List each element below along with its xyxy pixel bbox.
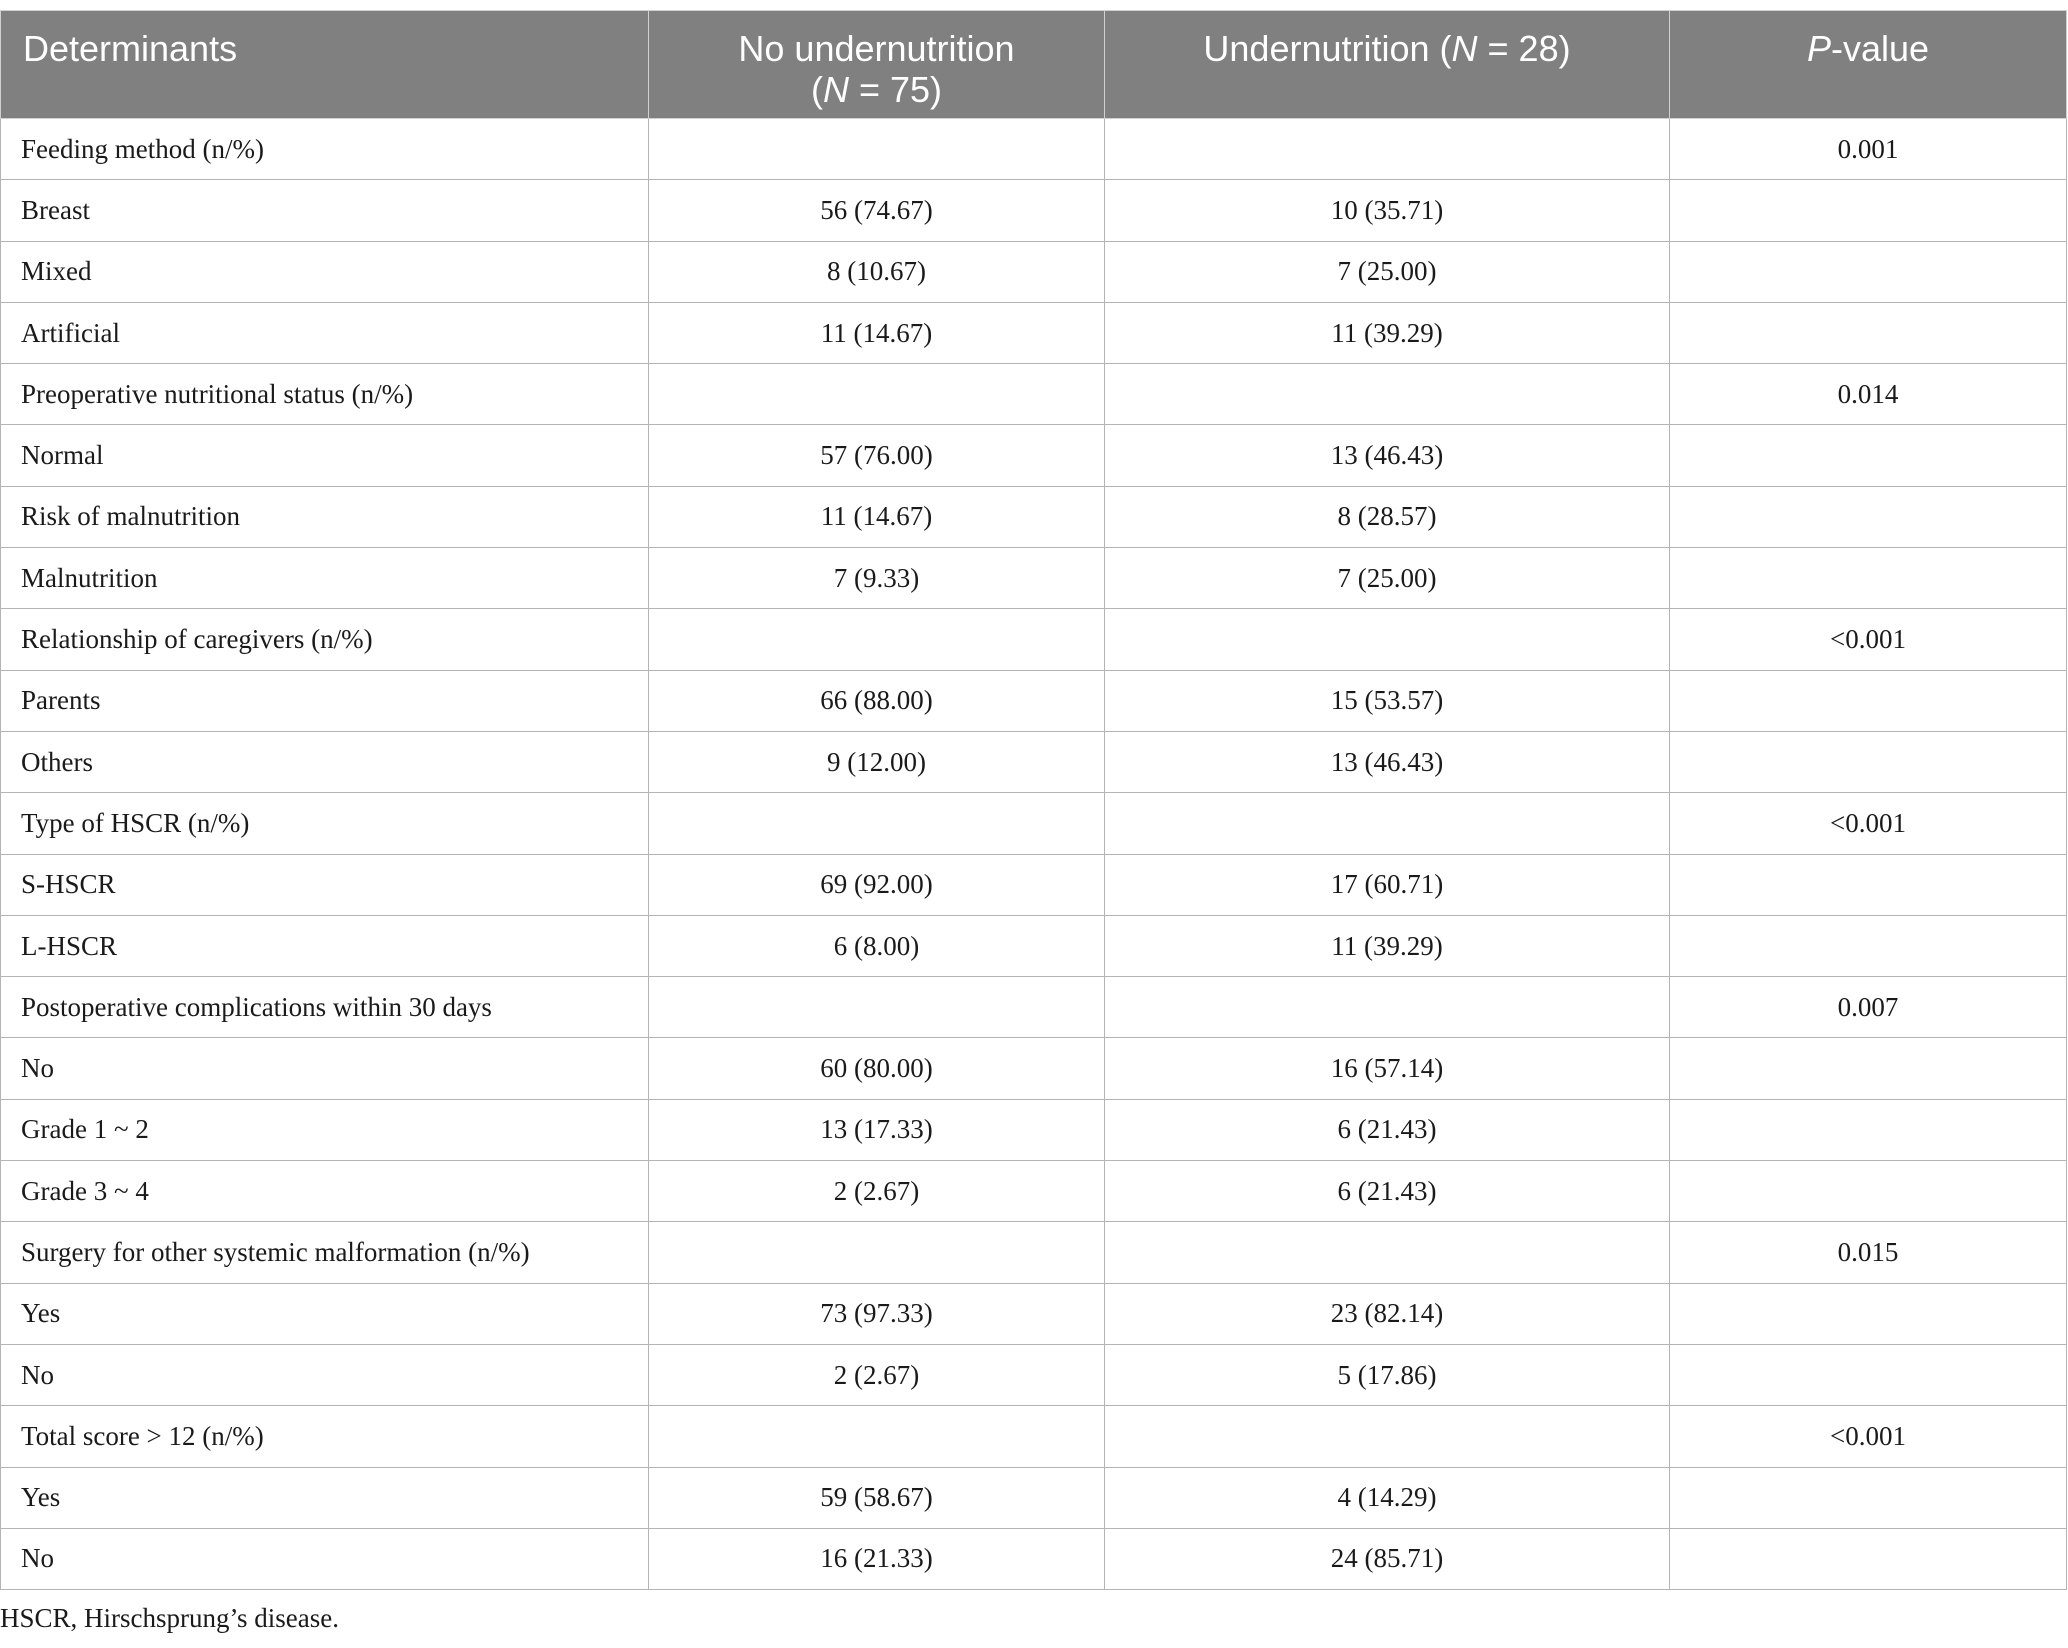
header-determinants bbox=[1, 11, 649, 119]
no-undernutrition-cell: 2 (2.67) bbox=[649, 1161, 1105, 1222]
no-undernutrition-cell: 11 (14.67) bbox=[649, 486, 1105, 547]
table-row bbox=[1, 1406, 2067, 1467]
table-row bbox=[1, 486, 2067, 547]
undernutrition-cell bbox=[1105, 1222, 1670, 1283]
p-value-cell bbox=[1670, 1467, 2067, 1528]
data-table-container bbox=[0, 10, 2068, 1590]
no-undernutrition-cell: 11 (14.67) bbox=[649, 302, 1105, 363]
no-undernutrition-cell bbox=[649, 364, 1105, 425]
no-undernutrition-cell bbox=[649, 1406, 1105, 1467]
header-p-rest: -value bbox=[1830, 28, 1930, 69]
determinant-cell: Normal bbox=[1, 425, 649, 486]
no-undernutrition-cell: 60 (80.00) bbox=[649, 1038, 1105, 1099]
table-row bbox=[1, 854, 2067, 915]
header-no-undernutrition-label: No undernutrition bbox=[738, 28, 1015, 69]
p-value-cell bbox=[1670, 731, 2067, 792]
no-undernutrition-cell bbox=[649, 793, 1105, 854]
table-row bbox=[1, 1528, 2067, 1589]
determinant-cell: No bbox=[1, 1038, 649, 1099]
determinant-cell: Risk of malnutrition bbox=[1, 486, 649, 547]
table-row bbox=[1, 425, 2067, 486]
determinant-cell: Feeding method (n/%) bbox=[1, 119, 649, 180]
p-value-cell: <0.001 bbox=[1670, 793, 2067, 854]
determinant-cell: Yes bbox=[1, 1467, 649, 1528]
table-row bbox=[1, 1038, 2067, 1099]
determinant-cell: Grade 3 ~ 4 bbox=[1, 1161, 649, 1222]
table-row bbox=[1, 793, 2067, 854]
table-row bbox=[1, 1467, 2067, 1528]
p-value-cell bbox=[1670, 1161, 2067, 1222]
p-value-cell bbox=[1670, 1038, 2067, 1099]
table-row bbox=[1, 180, 2067, 241]
table-row bbox=[1, 1099, 2067, 1160]
no-undernutrition-cell bbox=[649, 609, 1105, 670]
undernutrition-cell: 11 (39.29) bbox=[1105, 302, 1670, 363]
table-row bbox=[1, 119, 2067, 180]
table-row bbox=[1, 731, 2067, 792]
no-undernutrition-cell bbox=[649, 977, 1105, 1038]
p-value-cell: 0.015 bbox=[1670, 1222, 2067, 1283]
undernutrition-cell: 4 (14.29) bbox=[1105, 1467, 1670, 1528]
undernutrition-cell: 10 (35.71) bbox=[1105, 180, 1670, 241]
undernutrition-cell: 23 (82.14) bbox=[1105, 1283, 1670, 1344]
no-undernutrition-cell bbox=[649, 1222, 1105, 1283]
table-row bbox=[1, 1283, 2067, 1344]
p-value-cell: 0.007 bbox=[1670, 977, 2067, 1038]
table-row bbox=[1, 1344, 2067, 1405]
header-undernutrition bbox=[1105, 11, 1670, 119]
undernutrition-cell: 16 (57.14) bbox=[1105, 1038, 1670, 1099]
determinant-cell: Malnutrition bbox=[1, 548, 649, 609]
no-undernutrition-cell: 66 (88.00) bbox=[649, 670, 1105, 731]
determinant-cell: Artificial bbox=[1, 302, 649, 363]
header-no-undernutrition bbox=[649, 11, 1105, 119]
no-undernutrition-cell: 2 (2.67) bbox=[649, 1344, 1105, 1405]
p-value-cell bbox=[1670, 1528, 2067, 1589]
table-row bbox=[1, 609, 2067, 670]
no-undernutrition-cell: 13 (17.33) bbox=[649, 1099, 1105, 1160]
p-value-cell bbox=[1670, 548, 2067, 609]
header-no-undernutrition-n-rest: = 75) bbox=[848, 69, 943, 110]
undernutrition-cell: 17 (60.71) bbox=[1105, 854, 1670, 915]
determinant-cell: S-HSCR bbox=[1, 854, 649, 915]
undernutrition-cell: 13 (46.43) bbox=[1105, 425, 1670, 486]
determinant-cell: Yes bbox=[1, 1283, 649, 1344]
table-footnote: HSCR, Hirschsprung’s disease. bbox=[0, 1603, 339, 1633]
undernutrition-cell bbox=[1105, 119, 1670, 180]
p-value-cell bbox=[1670, 425, 2067, 486]
p-value-cell: <0.001 bbox=[1670, 609, 2067, 670]
p-value-cell: 0.001 bbox=[1670, 119, 2067, 180]
undernutrition-cell: 6 (21.43) bbox=[1105, 1099, 1670, 1160]
determinants-table bbox=[0, 10, 2067, 1590]
no-undernutrition-cell bbox=[649, 119, 1105, 180]
undernutrition-cell: 13 (46.43) bbox=[1105, 731, 1670, 792]
table-body bbox=[1, 119, 2067, 1590]
determinant-cell: Mixed bbox=[1, 241, 649, 302]
determinant-cell: Parents bbox=[1, 670, 649, 731]
table-row bbox=[1, 548, 2067, 609]
p-value-cell bbox=[1670, 241, 2067, 302]
p-value-cell: <0.001 bbox=[1670, 1406, 2067, 1467]
header-p-var: P bbox=[1806, 28, 1831, 69]
determinant-cell: Others bbox=[1, 731, 649, 792]
undernutrition-cell: 6 (21.43) bbox=[1105, 1161, 1670, 1222]
p-value-cell bbox=[1670, 854, 2067, 915]
header-no-undernutrition-n-var: N bbox=[822, 69, 849, 110]
undernutrition-cell: 7 (25.00) bbox=[1105, 241, 1670, 302]
table-row bbox=[1, 670, 2067, 731]
determinant-cell: No bbox=[1, 1528, 649, 1589]
undernutrition-cell bbox=[1105, 364, 1670, 425]
table-row bbox=[1, 977, 2067, 1038]
p-value-cell bbox=[1670, 915, 2067, 976]
no-undernutrition-cell: 16 (21.33) bbox=[649, 1528, 1105, 1589]
undernutrition-cell bbox=[1105, 609, 1670, 670]
no-undernutrition-cell: 9 (12.00) bbox=[649, 731, 1105, 792]
p-value-cell bbox=[1670, 302, 2067, 363]
undernutrition-cell: 8 (28.57) bbox=[1105, 486, 1670, 547]
determinant-cell: Surgery for other systemic malformation (n/%) bbox=[1, 1222, 649, 1283]
p-value-cell bbox=[1670, 180, 2067, 241]
p-value-cell: 0.014 bbox=[1670, 364, 2067, 425]
undernutrition-cell: 7 (25.00) bbox=[1105, 548, 1670, 609]
no-undernutrition-cell: 73 (97.33) bbox=[649, 1283, 1105, 1344]
determinant-cell: Type of HSCR (n/%) bbox=[1, 793, 649, 854]
p-value-cell bbox=[1670, 1283, 2067, 1344]
table-row bbox=[1, 241, 2067, 302]
p-value-cell bbox=[1670, 1344, 2067, 1405]
undernutrition-cell: 5 (17.86) bbox=[1105, 1344, 1670, 1405]
determinant-cell: L-HSCR bbox=[1, 915, 649, 976]
undernutrition-cell bbox=[1105, 793, 1670, 854]
undernutrition-cell: 11 (39.29) bbox=[1105, 915, 1670, 976]
no-undernutrition-cell: 57 (76.00) bbox=[649, 425, 1105, 486]
table-row bbox=[1, 1222, 2067, 1283]
undernutrition-cell bbox=[1105, 1406, 1670, 1467]
header-p-value bbox=[1670, 11, 2067, 119]
p-value-cell bbox=[1670, 486, 2067, 547]
determinant-cell: Relationship of caregivers (n/%) bbox=[1, 609, 649, 670]
header-determinants-label: Determinants bbox=[23, 28, 238, 69]
header-row bbox=[1, 11, 2067, 119]
undernutrition-cell bbox=[1105, 977, 1670, 1038]
table-row bbox=[1, 1161, 2067, 1222]
determinant-cell: Total score > 12 (n/%) bbox=[1, 1406, 649, 1467]
no-undernutrition-cell: 7 (9.33) bbox=[649, 548, 1105, 609]
no-undernutrition-cell: 8 (10.67) bbox=[649, 241, 1105, 302]
p-value-cell bbox=[1670, 1099, 2067, 1160]
no-undernutrition-cell: 6 (8.00) bbox=[649, 915, 1105, 976]
table-row bbox=[1, 364, 2067, 425]
undernutrition-cell: 15 (53.57) bbox=[1105, 670, 1670, 731]
table-row bbox=[1, 915, 2067, 976]
header-undernutrition-label: Undernutrition ( bbox=[1203, 28, 1452, 69]
determinant-cell: Grade 1 ~ 2 bbox=[1, 1099, 649, 1160]
no-undernutrition-cell: 56 (74.67) bbox=[649, 180, 1105, 241]
header-undernutrition-n-var: N bbox=[1451, 28, 1478, 69]
determinant-cell: Postoperative complications within 30 days bbox=[1, 977, 649, 1038]
determinant-cell: Breast bbox=[1, 180, 649, 241]
determinant-cell: Preoperative nutritional status (n/%) bbox=[1, 364, 649, 425]
header-undernutrition-n-rest: = 28) bbox=[1477, 28, 1571, 69]
determinant-cell: No bbox=[1, 1344, 649, 1405]
table-row bbox=[1, 302, 2067, 363]
undernutrition-cell: 24 (85.71) bbox=[1105, 1528, 1670, 1589]
p-value-cell bbox=[1670, 670, 2067, 731]
table-header bbox=[1, 11, 2067, 119]
header-no-undernutrition-n-open: ( bbox=[810, 69, 823, 110]
no-undernutrition-cell: 59 (58.67) bbox=[649, 1467, 1105, 1528]
no-undernutrition-cell: 69 (92.00) bbox=[649, 854, 1105, 915]
